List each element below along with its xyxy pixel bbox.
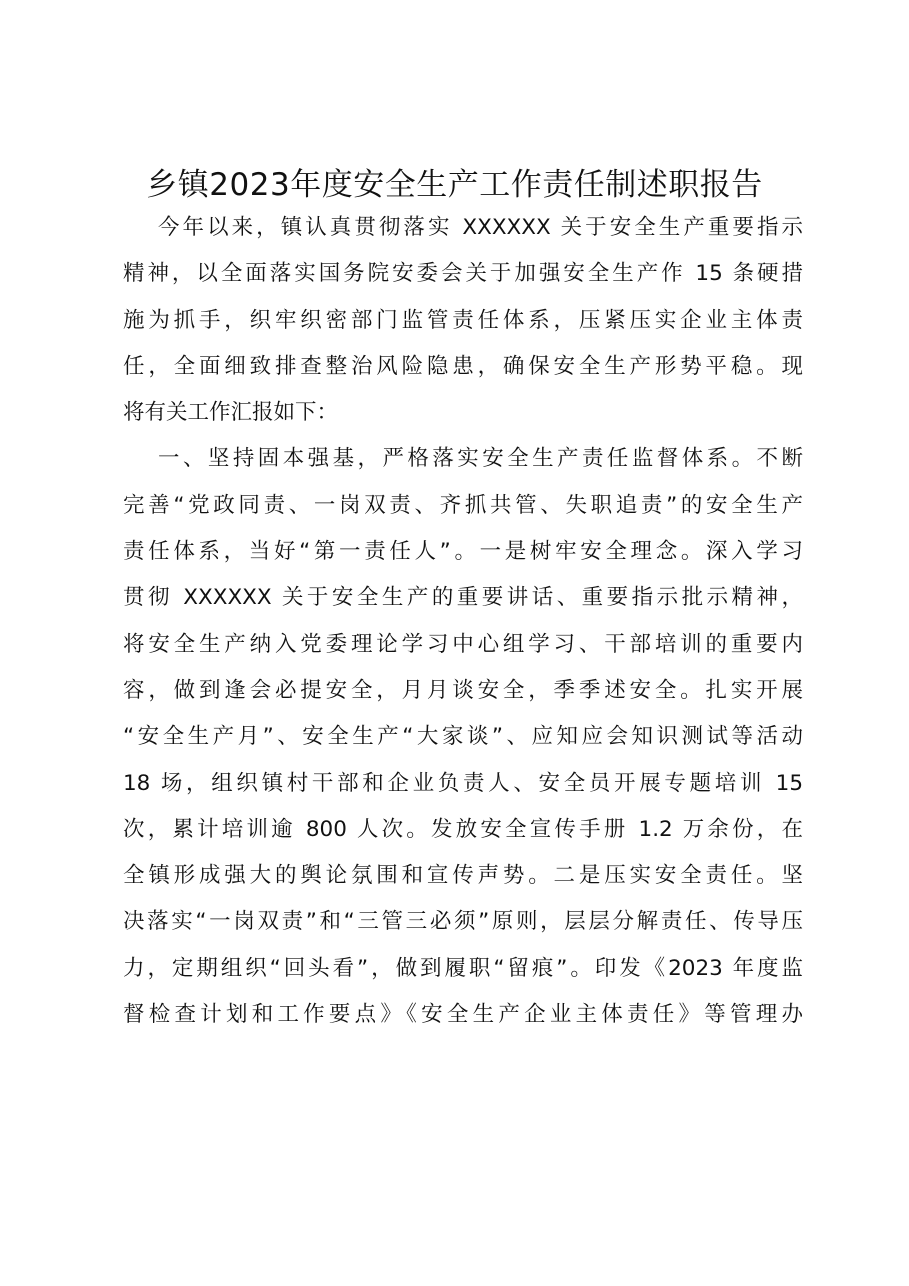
paragraph-line: 任，全面细致排查整治风险隐患，确保安全生产形势平稳。现: [123, 353, 803, 379]
paragraph-line: 完善“党政同责、一岗双责、齐抓共管、失职追责”的安全生产: [123, 492, 803, 518]
paragraph-line: 次，累计培训逾 800 人次。发放安全宣传手册 1.2 万余份，在: [123, 816, 803, 842]
paragraph-line: 将安全生产纳入党委理论学习中心组学习、干部培训的重要内: [123, 631, 803, 657]
document-title: 乡镇2023年度安全生产工作责任制述职报告: [146, 167, 763, 203]
paragraph-line: 全镇形成强大的舆论氛围和宣传声势。二是压实安全责任。坚: [123, 863, 803, 889]
paragraph-line: 责任体系，当好“第一责任人”。一是树牢安全理念。深入学习: [123, 539, 803, 565]
paragraph-line: 18 场，组织镇村干部和企业负责人、安全员开展专题培训 15: [123, 770, 803, 796]
paragraph-line: “安全生产月”、安全生产“大家谈”、应知应会知识测试等活动: [123, 724, 803, 750]
paragraph-line: 决落实“一岗双责”和“三管三必须”原则，层层分解责任、传导压: [123, 909, 803, 935]
paragraph-line: 督检查计划和工作要点》《安全生产企业主体责任》等管理办: [123, 1002, 803, 1028]
paragraph-line: 施为抓手，织牢织密部门监管责任体系，压紧压实企业主体责: [123, 307, 803, 333]
paragraph-line: 力，定期组织“回头看”，做到履职“留痕”。印发《2023 年度监: [123, 955, 803, 981]
paragraph-line: 将有关工作汇报如下：: [123, 400, 339, 426]
paragraph-line: 精神，以全面落实国务院安委会关于加强安全生产作 15 条硬措: [123, 261, 803, 287]
paragraph-line: 容，做到逢会必提安全，月月谈安全，季季述安全。扎实开展: [123, 677, 803, 703]
paragraph-line: 贯彻 XXXXXX 关于安全生产的重要讲话、重要指示批示精神，: [123, 585, 803, 611]
document-body: [123, 205, 803, 1038]
paragraph-line: 今年以来，镇认真贯彻落实 XXXXXX 关于安全生产重要指示: [158, 215, 803, 240]
paragraph-line: 一、坚持固本强基，严格落实安全生产责任监督体系。不断: [158, 446, 803, 472]
